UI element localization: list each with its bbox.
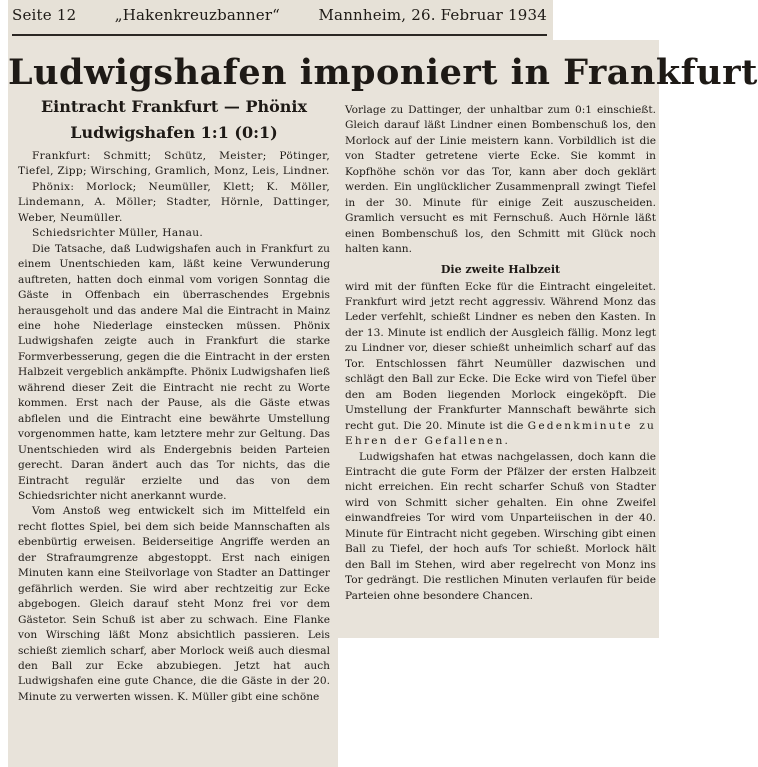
- newspaper-header: [12, 6, 547, 24]
- second-half-text: wird mit der fünften Ecke für die Eintracht eingeleitet. Frankfurt wird jetzt recht aggressiv. Während Monz das Leder verfehlt, schießt Lindner es neben den Kasten. In der 13. Minute ist endlich der Ausgleich fällig. Monz legt zu Lindner vor, dieser schießt unheimlich scharf auf das Tor. Entschlossen fährt Neumüller dazwischen und schlägt den Ball zur Ecke. Die Ecke wird von Tiefel über den am Boden liegenden Morlock eingeköpft. Die Umstellung der Frankfurter Mannschaft bewährte sich recht gut. Die 20. Minute ist die: [345, 280, 656, 432]
- headline: Ludwigshafen imponiert in Frankfurt: [8, 52, 758, 93]
- memorial-text: Gedenkminute zu Ehren der Gefallenen.: [345, 419, 656, 448]
- newspaper-name: „Hakenkreuzbanner“: [114, 6, 281, 24]
- page-number: Seite 12: [12, 6, 77, 24]
- lineup-phoenix: Phönix: Morlock; Neumüller, Klett; K. Möller, Lindemann, A. Möller; Stadter, Hörnle, Dattinger, Weber, Neumüller.: [18, 180, 330, 224]
- lineup-frankfurt: Frankfurt: Schmitt; Schütz, Meister; Pötinger, Tiefel, Zipp; Wirsching, Gramlich, Monz, Leis, Lindner.: [18, 150, 330, 178]
- header-rule: [12, 34, 547, 36]
- match-result: Ludwigshafen 1:1 (0:1): [70, 123, 278, 142]
- right-column: [345, 103, 656, 604]
- place-date: Mannheim, 26. Februar 1934: [318, 6, 547, 24]
- article-paragraph: Ludwigshafen hat etwas nachgelassen, doch kann die Eintracht die gute Form der Pfälzer der ersten Halbzeit nicht erreichen. Ein recht scharfer Schuß von Stadter wird von Schmitt sicher gehalten. Ein ohne Zweifel einwandfreies Tor wird vom Unparteiischen in der 40. Minute für Eintracht nicht gegeben. Wirsching gibt einen Ball zu Tiefel, der hoch aufs Tor schießt. Morlock hält den Ball im Stehen, wird aber regelrecht von Monz ins Tor gedrängt. Die restlichen Minuten verlaufen für beide Parteien ohne besondere Chancen.: [345, 450, 656, 602]
- article-paragraph: Vom Anstoß weg entwickelt sich im Mittelfeld ein recht flottes Spiel, bei dem sich beide Mannschaften als ebenbürtig erweisen. Beiderseitige Angriffe werden an der Strafraumgrenze abgestoppt. Erst nach einigen Minuten kann eine Steilvorlage von Stadter an Dattinger gefährlich werden. Sie wird aber rechtzeitig zur Ecke abgebogen. Gleich darauf steht Monz frei vor dem Gästetor. Sein Schuß ist aber zu schwach. Eine Flanke von Wirsching läßt Monz absichtlich passieren. Leis schießt ziemlich scharf, aber Morlock weiß auch diesmal den Ball zur Ecke abzubiegen. Jetzt hat auch Ludwigshafen eine gute Chance, die die Gäste in der 20. Minute zu verwerten wissen. K. Müller gibt eine schöne: [18, 505, 330, 703]
- article-paragraph: Die Tatsache, daß Ludwigshafen auch in Frankfurt zu einem Unentschieden kam, läßt keine Verwunderung auftreten, hatten doch einmal vom vorigen Sonntag die Gäste in Offenbach ein überraschendes Ergebnis herausgeholt und das andere Mal die Eintracht in Mainz eine hohe Niederlage einstecken müssen. Phönix Ludwigshafen zeigte auch in Frankfurt die starke Formverbesserung, gegen die die Eintracht in der ersten Halbzeit vergeblich ankämpfte. Phönix Ludwigshafen ließ während dieser Zeit die Eintracht nie recht zu Worte kommen. Erst nach der Pause, als die Gäste etwas abflelen und die Eintracht eine bewährte Umstellung vorgenommen hatte, kam letztere mehr zur Geltung. Das Unentschieden wird als Endergebnis beiden Parteien gerecht. Daran ändert auch das Tor nichts, das die Eintracht regulär erzielte und das von dem Schiedsrichter nicht anerkannt wurde.: [18, 242, 330, 502]
- blank-area: [338, 638, 659, 767]
- match-teams: Eintracht Frankfurt — Phönix: [40, 97, 308, 116]
- referee: Schiedsrichter Müller, Hanau.: [32, 227, 203, 240]
- left-column: [18, 95, 330, 705]
- section-heading: Die zweite Halbzeit: [440, 262, 561, 276]
- article-paragraph: [345, 280, 656, 450]
- article-paragraph: Vorlage zu Dattinger, der unhaltbar zum 0:1 einschießt. Gleich darauf läßt Lindner einen Bombenschuß los, den Morlock auf der Linie meistern kann. Vorbildlich ist die von Stadter getretene vierte Ecke. Sie kommt in Kopfhöhe schön vor das Tor, kann aber doch geklärt werden. Ein unglücklicher Zusammenprall zwingt Tiefel in der 30. Minute für einige Zeit auszuscheiden. Gramlich versucht es mit Fernschuß. Auch Hörnle läßt einen Bombenschuß los, den Schmitt mit Glück noch halten kann.: [345, 104, 656, 256]
